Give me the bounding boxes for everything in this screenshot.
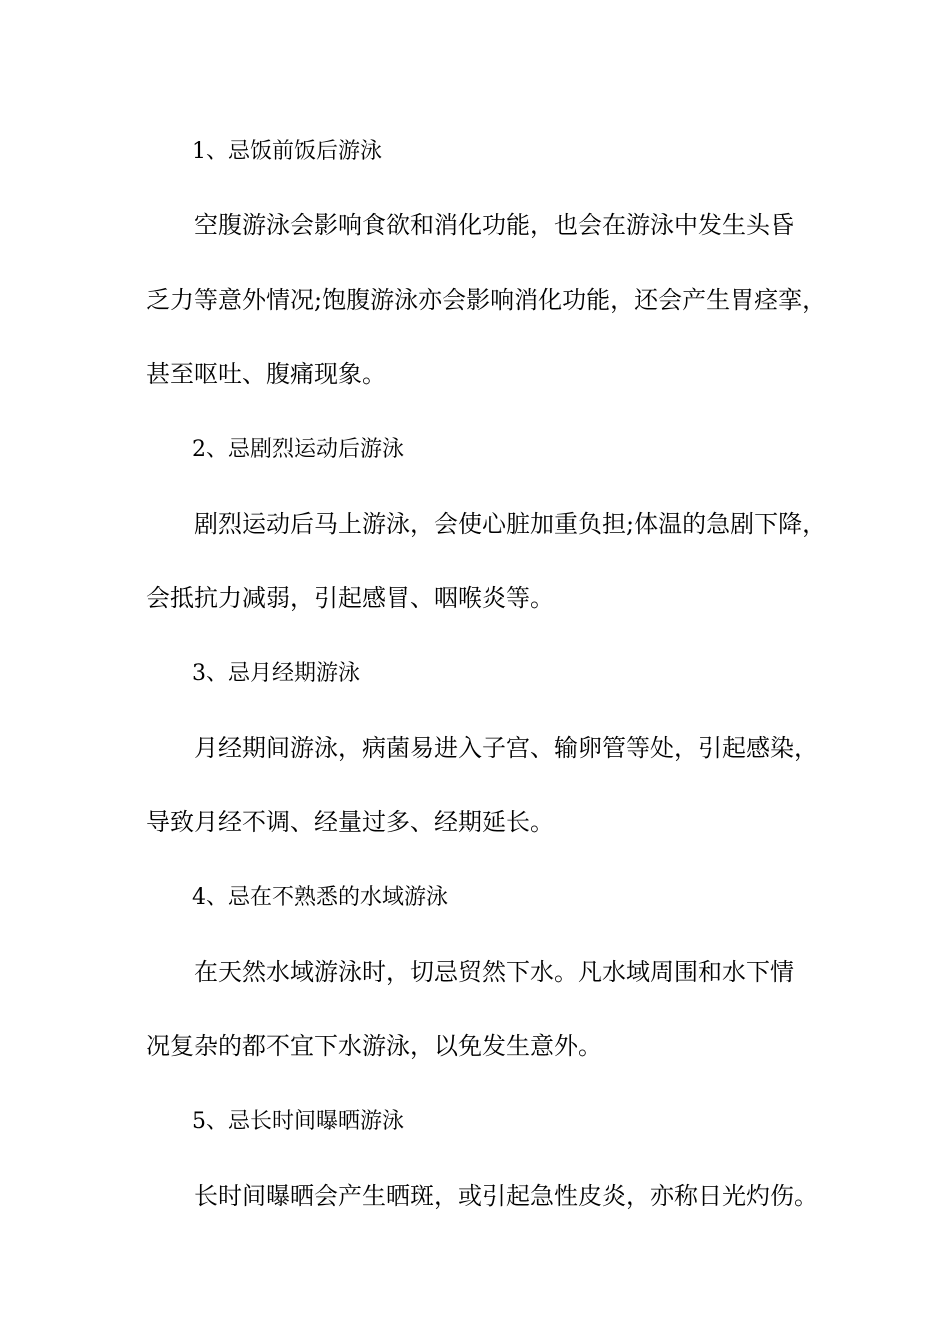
paragraph-line: 导致月经不调、经量过多、经期延长。: [146, 808, 554, 836]
paragraph-line: 会抵抗力减弱，引起感冒、咽喉炎等。: [146, 584, 554, 612]
paragraph-line: 乏力等意外情况;饱腹游泳亦会影响消化功能，还会产生胃痉挛，: [146, 286, 827, 314]
paragraph-line: 在天然水域游泳时，切忌贸然下水。凡水域周围和水下情: [194, 958, 794, 986]
paragraph-line: 剧烈运动后马上游泳，会使心脏加重负担;体温的急剧下降，: [194, 510, 827, 538]
paragraph-line: 空腹游泳会影响食欲和消化功能，也会在游泳中发生头昏: [194, 211, 794, 239]
section-heading-3: 3、忌月经期游泳: [192, 661, 360, 686]
paragraph-line: 甚至呕吐、腹痛现象。: [146, 360, 386, 388]
section-heading-5: 5、忌长时间曝晒游泳: [192, 1109, 404, 1134]
section-heading-4: 4、忌在不熟悉的水域游泳: [192, 885, 448, 910]
section-heading-2: 2、忌剧烈运动后游泳: [192, 437, 404, 462]
section-heading-1: 1、忌饭前饭后游泳: [192, 139, 382, 164]
paragraph-line: 长时间曝晒会产生晒斑，或引起急性皮炎，亦称日光灼伤。: [194, 1182, 818, 1210]
paragraph-line: 月经期间游泳，病菌易进入子宫、输卵管等处，引起感染，: [194, 734, 818, 762]
paragraph-line: 况复杂的都不宜下水游泳，以免发生意外。: [146, 1032, 602, 1060]
